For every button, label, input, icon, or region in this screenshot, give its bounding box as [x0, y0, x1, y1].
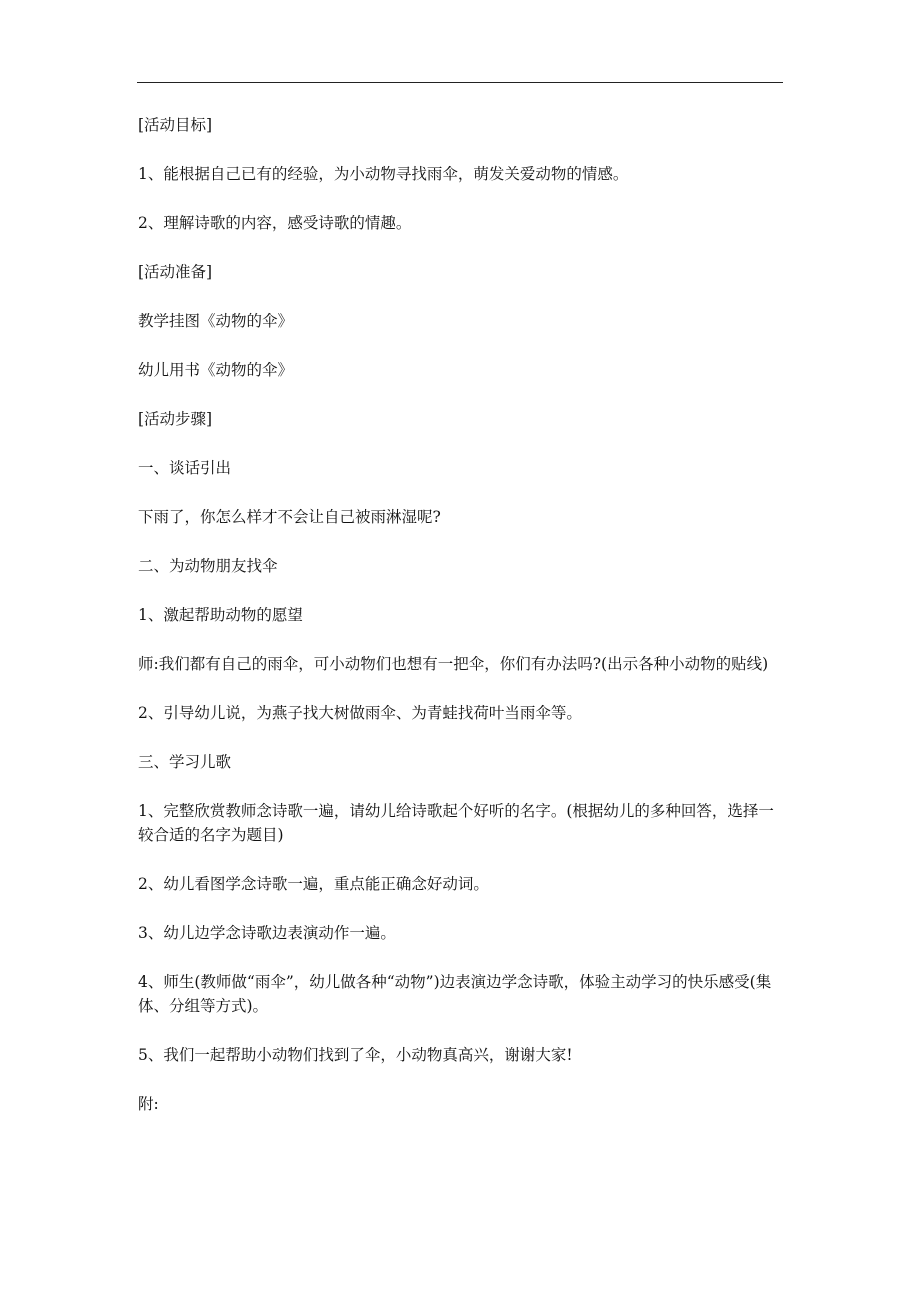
- paragraph: 幼儿用书《动物的伞》: [138, 361, 294, 379]
- section-heading-steps: [活动步骤]: [138, 410, 213, 428]
- paragraph: 下雨了，你怎么样才不会让自己被雨淋湿呢?: [138, 508, 441, 526]
- paragraph: 4、师生(教师做“雨伞”，幼儿做各种“动物”)边表演边学念诗歌，体验主动学习的快乐感受(集体、分组等方式)。: [138, 973, 772, 1015]
- step-heading: 三、学习儿歌: [138, 753, 232, 771]
- paragraph: 师:我们都有自己的雨伞，可小动物们也想有一把伞，你们有办法吗?(出示各种小动物的贴线): [138, 655, 769, 673]
- paragraph: 1、能根据自己已有的经验，为小动物寻找雨伞，萌发关爱动物的情感。: [138, 165, 629, 183]
- paragraph: 2、引导幼儿说，为燕子找大树做雨伞、为青蛙找荷叶当雨伞等。: [138, 704, 582, 722]
- paragraph: 教学挂图《动物的伞》: [138, 312, 294, 330]
- step-heading: 一、谈话引出: [138, 459, 232, 477]
- header-rule: [137, 82, 783, 83]
- paragraph: 1、激起帮助动物的愿望: [138, 606, 303, 624]
- step-heading: 二、为动物朋友找伞: [138, 557, 278, 575]
- appendix-label: 附:: [138, 1095, 159, 1113]
- paragraph: 2、理解诗歌的内容，感受诗歌的情趣。: [138, 214, 412, 232]
- section-heading-goals: [活动目标]: [138, 116, 213, 134]
- section-heading-preparation: [活动准备]: [138, 263, 213, 281]
- paragraph: 2、幼儿看图学念诗歌一遍，重点能正确念好动词。: [138, 875, 489, 893]
- document-body: [138, 113, 788, 1141]
- paragraph: 1、完整欣赏教师念诗歌一遍，请幼儿给诗歌起个好听的名字。(根据幼儿的多种回答，选择一较合适的名字为题目): [138, 802, 774, 844]
- paragraph: 3、幼儿边学念诗歌边表演动作一遍。: [138, 924, 396, 942]
- paragraph: 5、我们一起帮助小动物们找到了伞，小动物真高兴，谢谢大家!: [138, 1046, 573, 1064]
